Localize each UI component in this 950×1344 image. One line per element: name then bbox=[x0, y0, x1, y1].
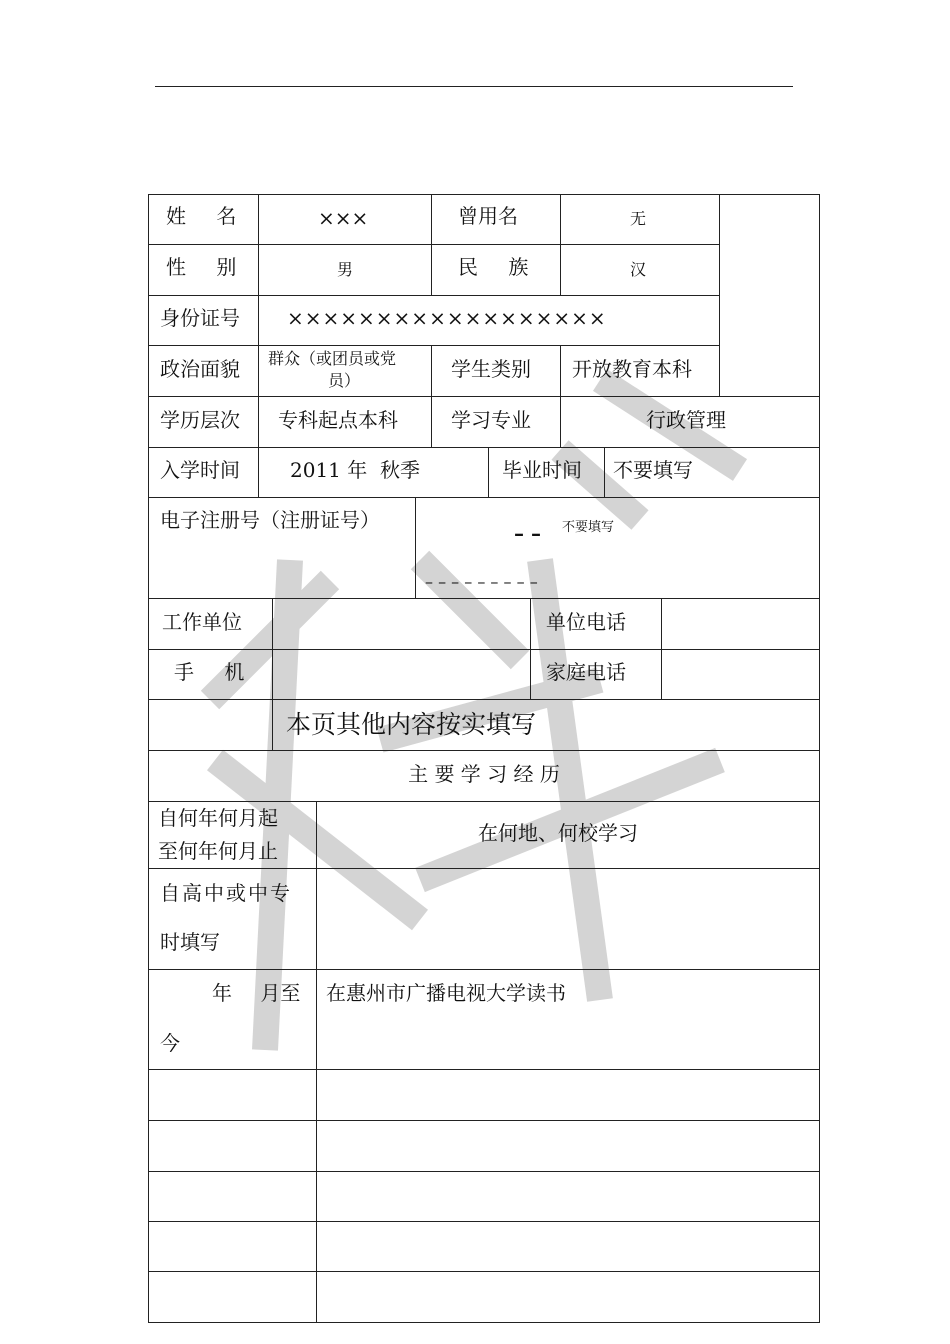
highschool-line1: 自高中或中专 bbox=[160, 881, 292, 905]
name-label: 姓 名 bbox=[166, 204, 237, 228]
id-label: 身份证号 bbox=[160, 306, 240, 330]
grad-value: 不要填写 bbox=[613, 458, 693, 482]
gender-value: 男 bbox=[337, 260, 354, 279]
student-type-value: 开放教育本科 bbox=[572, 357, 692, 381]
header-rule bbox=[155, 86, 793, 87]
period-label-line1: 自何年何月起 bbox=[158, 806, 278, 830]
current-line2: 今 bbox=[160, 1031, 180, 1055]
major-label: 学习专业 bbox=[451, 408, 531, 432]
major-value: 行政管理 bbox=[646, 408, 726, 432]
former-name-value: 无 bbox=[630, 209, 647, 228]
registration-dashes: – – – – – – – – – bbox=[425, 572, 538, 591]
registration-label: 电子注册号（注册证号） bbox=[160, 508, 380, 532]
study-heading: 主 要 学 习 经 历 bbox=[408, 762, 560, 786]
level-label: 学历层次 bbox=[160, 408, 240, 432]
mobile-label: 手 机 bbox=[174, 660, 245, 684]
where-label: 在何地、何校学习 bbox=[478, 821, 638, 845]
political-value-line2: 员） bbox=[328, 371, 361, 390]
grad-label: 毕业时间 bbox=[502, 458, 582, 482]
ethnicity-value: 汉 bbox=[630, 260, 647, 279]
registration-note: 不要填写 bbox=[562, 520, 615, 535]
current-value: 在惠州市广播电视大学读书 bbox=[326, 981, 566, 1005]
level-value: 专科起点本科 bbox=[278, 408, 398, 432]
ethnicity-label: 民 族 bbox=[458, 255, 529, 279]
current-line1: 年 月至 bbox=[212, 981, 301, 1005]
registration-dash: – – bbox=[514, 521, 541, 545]
name-value: ××× bbox=[318, 206, 369, 230]
id-value: ×××××××××××××××××× bbox=[287, 306, 607, 330]
work-unit-label: 工作单位 bbox=[162, 610, 242, 634]
political-value-line1: 群众（或团员或党 bbox=[268, 349, 397, 368]
work-phone-label: 单位电话 bbox=[546, 610, 626, 634]
period-label-line2: 至何年何月止 bbox=[158, 839, 278, 863]
home-phone-label: 家庭电话 bbox=[546, 660, 626, 684]
gender-label: 性 别 bbox=[166, 255, 237, 279]
political-label: 政治面貌 bbox=[160, 357, 240, 381]
highschool-line2: 时填写 bbox=[160, 930, 220, 954]
former-name-label: 曾用名 bbox=[458, 204, 518, 228]
enroll-label: 入学时间 bbox=[160, 458, 240, 482]
student-type-label: 学生类别 bbox=[451, 357, 531, 381]
fill-note: 本页其他内容按实填写 bbox=[286, 710, 537, 739]
enroll-value: 2011 年 秋季 bbox=[290, 458, 420, 482]
